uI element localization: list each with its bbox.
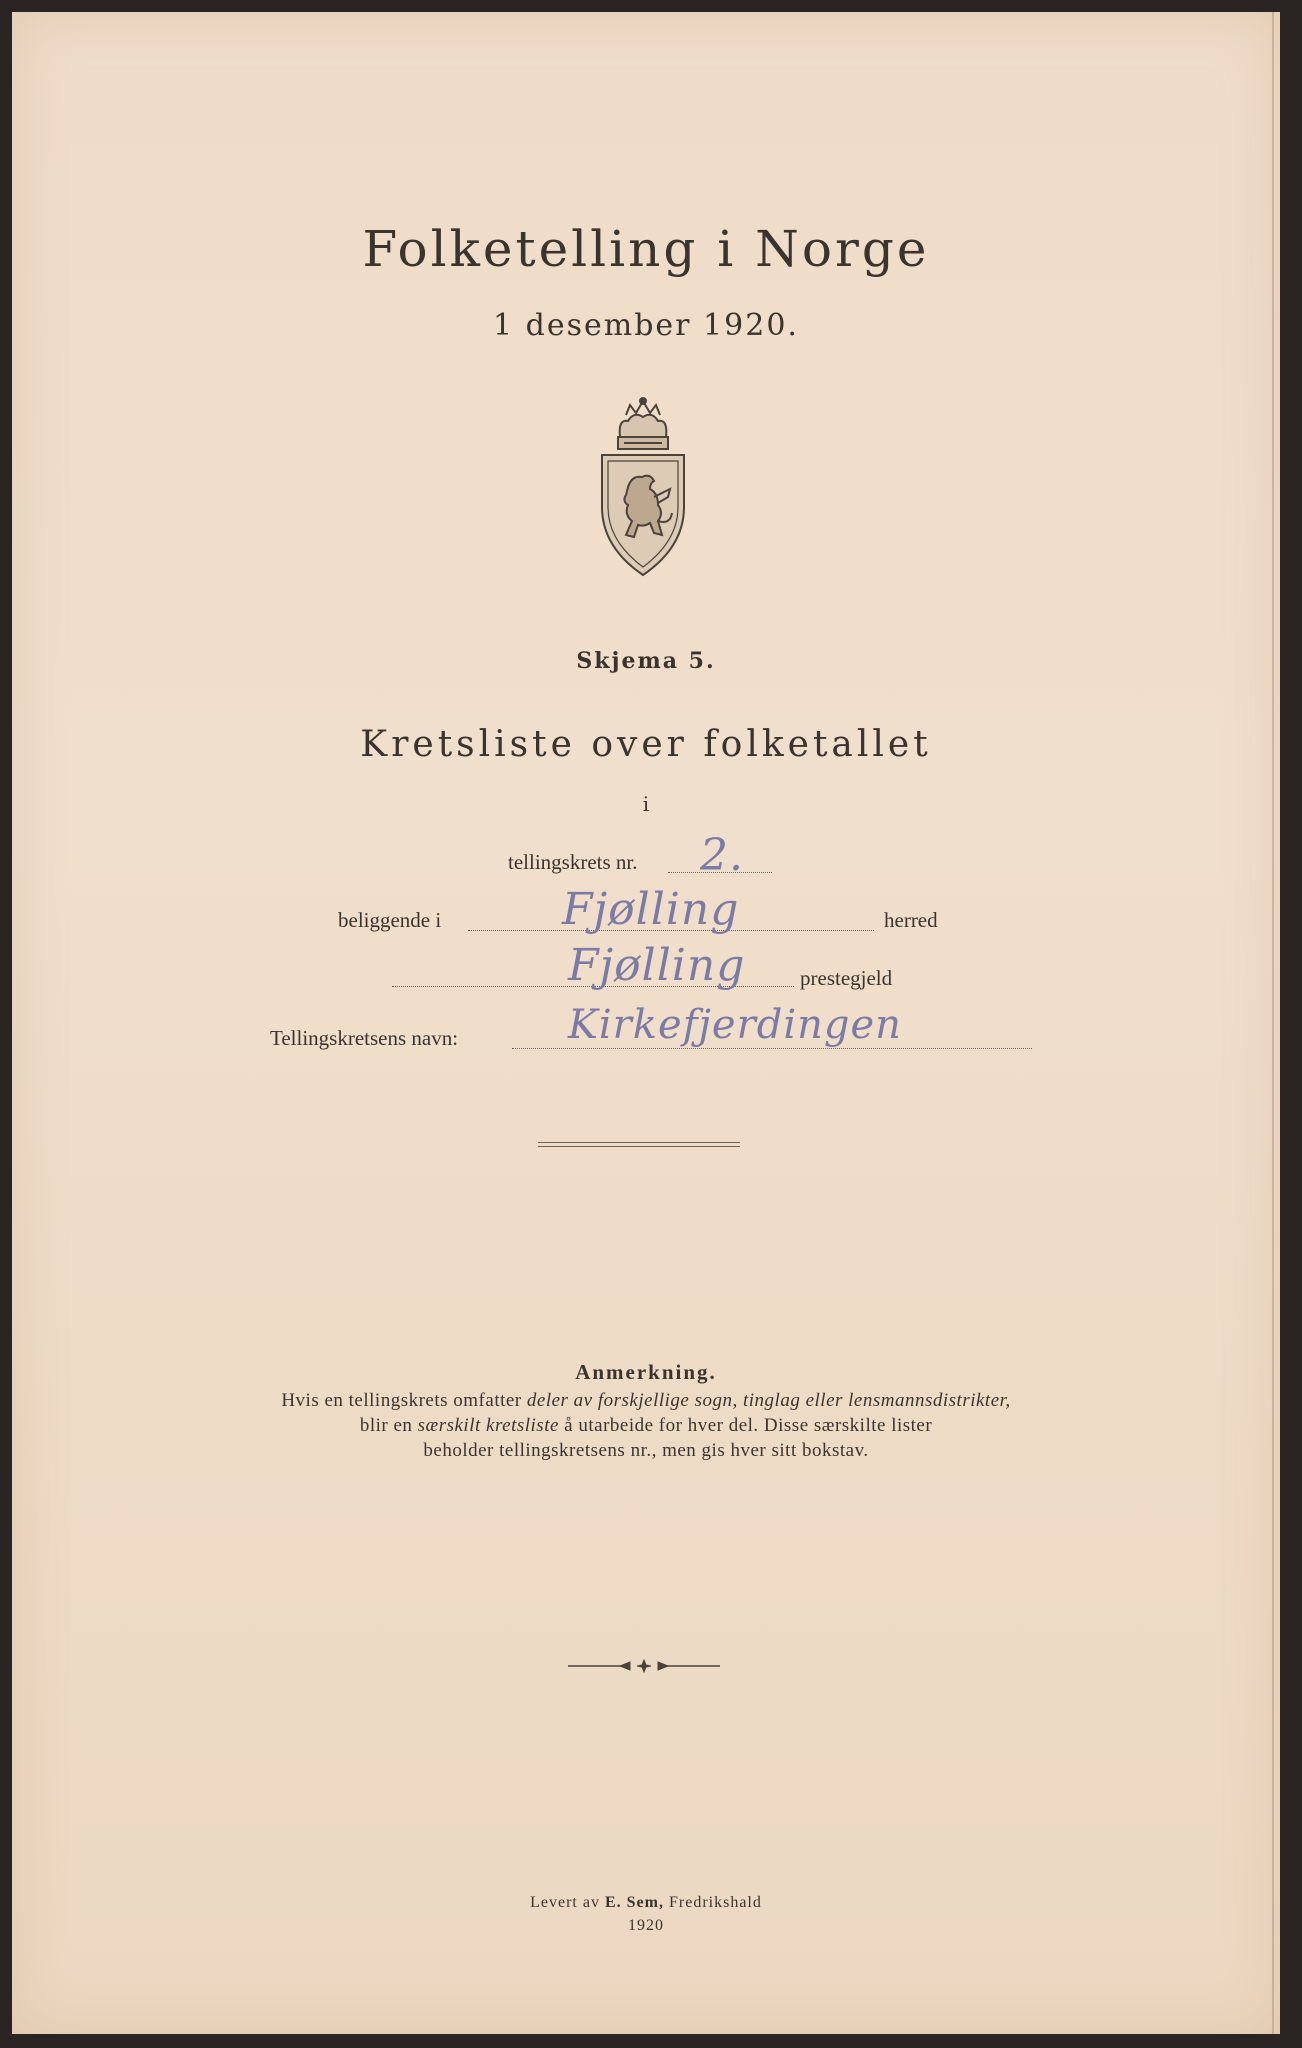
note-line-3: beholder tellingskretsens nr., men gis hver sitt bokstav. [423,1440,869,1461]
printer-city: Fredrikshald [663,1894,762,1911]
schema-number: Skjema 5. [576,648,716,674]
district-number-value: 2. [700,830,744,881]
district-name-line [512,1048,1032,1049]
printer-name: E. Sem, [604,1894,664,1911]
note-line-2-plain-a: blir en [359,1415,418,1436]
district-name-value: Kirkefjerdingen [568,1002,902,1048]
preposition: i [642,792,650,816]
herred-label: herred [884,908,938,932]
note-line-2 [12,1415,1280,1437]
note-line-1-plain: Hvis en tellingskrets omfatter [281,1390,527,1411]
parish-label: prestegjeld [800,966,893,990]
printer-credit [12,1894,1280,1912]
printer-year: 1920 [628,1917,664,1934]
located-value: Fjølling [562,884,740,935]
district-name-label: Tellingskretsens navn: [270,1026,459,1050]
located-label: beliggende i [338,908,442,932]
norwegian-coat-of-arms-icon [588,397,698,587]
note-heading: Anmerkning. [575,1360,717,1384]
census-form-page [12,12,1280,2034]
note-line-2-italic: særskilt kretsliste [417,1415,559,1436]
note-line-2-plain-b: å utarbeide for hver del. Disse særskilte lister [558,1415,933,1436]
note-line-1-italic: deler av forskjellige sogn, tinglag eller lensmannsdistrikter, [526,1390,1011,1411]
list-title: Kretsliste over folketallet [360,724,932,765]
parish-value: Fjølling [568,940,746,991]
page-title: Folketelling i Norge [362,220,930,278]
separator-line [538,1146,740,1147]
separator-line [538,1142,740,1143]
printer-prefix: Levert av [530,1894,605,1911]
ornament-divider-icon [564,1658,724,1674]
district-number-label: tellingskrets nr. [508,850,638,874]
census-date: 1 desember 1920. [493,308,799,343]
note-line-1 [12,1390,1280,1412]
